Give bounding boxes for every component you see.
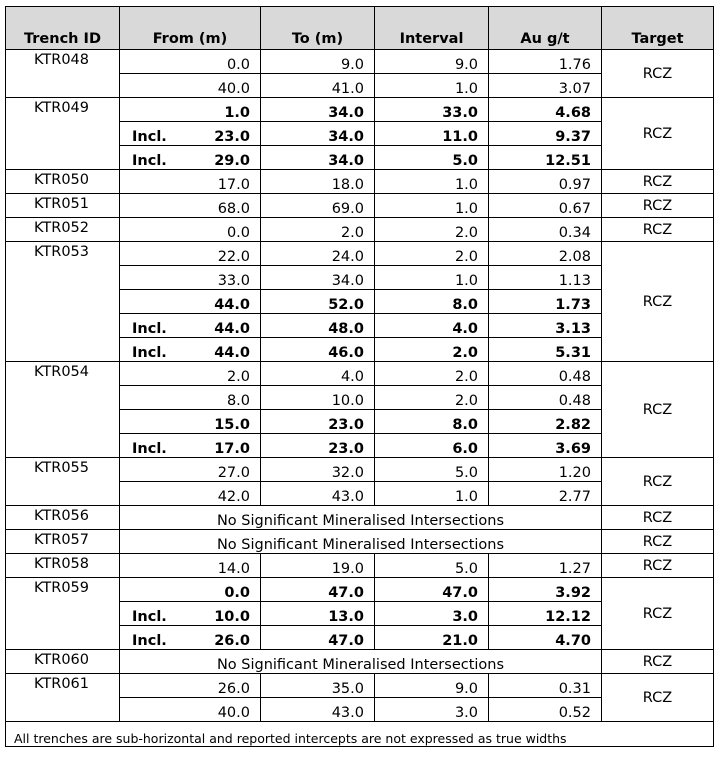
to-cell: 69.0	[261, 194, 375, 218]
au-cell: 3.07	[489, 74, 602, 98]
au-cell: 1.20	[489, 458, 602, 482]
interval-cell: 2.0	[375, 386, 489, 410]
interval-cell: 1.0	[375, 266, 489, 290]
from-cell	[120, 674, 261, 698]
interval-cell: 47.0	[375, 578, 489, 602]
trench-id-cell: KTR049	[6, 98, 120, 170]
to-cell: 43.0	[261, 698, 375, 722]
from-value: 2.0	[226, 369, 250, 385]
interval-cell: 33.0	[375, 98, 489, 122]
to-cell: 47.0	[261, 626, 375, 650]
au-cell: 4.70	[489, 626, 602, 650]
table-row	[6, 650, 714, 674]
interval-cell: 4.0	[375, 314, 489, 338]
to-cell: 19.0	[261, 554, 375, 578]
incl-label: Incl.	[132, 609, 167, 625]
from-cell	[120, 410, 261, 434]
au-cell: 9.37	[489, 122, 602, 146]
from-cell	[120, 362, 261, 386]
interval-cell: 1.0	[375, 482, 489, 506]
target-cell: RCZ	[602, 218, 714, 242]
au-cell: 2.08	[489, 242, 602, 266]
interval-cell: 3.0	[375, 698, 489, 722]
incl-label: Incl.	[132, 129, 167, 145]
header-interval: Interval	[375, 7, 489, 50]
from-cell	[120, 602, 261, 626]
target-cell: RCZ	[602, 362, 714, 458]
trench-id-cell: KTR058	[6, 554, 120, 578]
au-cell: 0.34	[489, 218, 602, 242]
table-row	[6, 458, 714, 482]
to-cell: 4.0	[261, 362, 375, 386]
au-cell: 2.82	[489, 410, 602, 434]
target-cell: RCZ	[602, 170, 714, 194]
to-cell: 48.0	[261, 314, 375, 338]
from-cell	[120, 386, 261, 410]
au-cell: 0.31	[489, 674, 602, 698]
table-row	[6, 554, 714, 578]
target-cell: RCZ	[602, 506, 714, 530]
interval-cell: 5.0	[375, 146, 489, 170]
trench-id-cell: KTR051	[6, 194, 120, 218]
to-cell: 41.0	[261, 74, 375, 98]
trench-id-cell: KTR057	[6, 530, 120, 554]
to-cell: 32.0	[261, 458, 375, 482]
from-value: 42.0	[217, 489, 250, 505]
interval-cell: 1.0	[375, 194, 489, 218]
target-cell: RCZ	[602, 578, 714, 650]
target-cell: RCZ	[602, 242, 714, 362]
from-value: 15.0	[214, 417, 250, 433]
table-row	[6, 674, 714, 698]
from-cell	[120, 50, 261, 74]
table-row	[6, 242, 714, 266]
incl-label: Incl.	[132, 321, 167, 337]
from-value: 44.0	[214, 345, 250, 361]
from-cell	[120, 146, 261, 170]
from-cell	[120, 314, 261, 338]
from-value: 44.0	[214, 321, 250, 337]
to-cell: 46.0	[261, 338, 375, 362]
target-cell: RCZ	[602, 98, 714, 170]
from-value: 26.0	[214, 633, 250, 649]
to-cell: 9.0	[261, 50, 375, 74]
from-value: 0.0	[224, 585, 250, 601]
to-cell: 34.0	[261, 146, 375, 170]
from-value: 40.0	[217, 81, 250, 97]
from-value: 0.0	[226, 225, 250, 241]
results-table-container	[5, 6, 713, 747]
au-cell: 2.77	[489, 482, 602, 506]
from-value: 23.0	[214, 129, 250, 145]
trench-id-cell: KTR048	[6, 50, 120, 98]
from-cell	[120, 482, 261, 506]
au-cell: 0.52	[489, 698, 602, 722]
to-cell: 52.0	[261, 290, 375, 314]
from-cell	[120, 626, 261, 650]
au-cell: 12.51	[489, 146, 602, 170]
from-value: 29.0	[214, 153, 250, 169]
target-cell: RCZ	[602, 554, 714, 578]
table-header-row	[6, 7, 714, 50]
to-cell: 2.0	[261, 218, 375, 242]
interval-cell: 2.0	[375, 338, 489, 362]
au-cell: 3.92	[489, 578, 602, 602]
from-cell	[120, 170, 261, 194]
interval-cell: 1.0	[375, 170, 489, 194]
to-cell: 47.0	[261, 578, 375, 602]
target-cell: RCZ	[602, 650, 714, 674]
from-cell	[120, 122, 261, 146]
trench-id-cell: KTR054	[6, 362, 120, 458]
to-cell: 23.0	[261, 410, 375, 434]
to-cell: 34.0	[261, 122, 375, 146]
au-cell: 3.13	[489, 314, 602, 338]
from-value: 14.0	[217, 561, 250, 577]
footnote-row	[6, 722, 714, 747]
interval-cell: 21.0	[375, 626, 489, 650]
from-cell	[120, 578, 261, 602]
trench-id-cell: KTR059	[6, 578, 120, 650]
to-cell: 43.0	[261, 482, 375, 506]
trench-id-cell: KTR055	[6, 458, 120, 506]
header-target: Target	[602, 7, 714, 50]
interval-cell: 1.0	[375, 74, 489, 98]
table-row	[6, 578, 714, 602]
from-value: 10.0	[214, 609, 250, 625]
trench-id-cell: KTR061	[6, 674, 120, 722]
trench-id-cell: KTR050	[6, 170, 120, 194]
trench-id-cell: KTR053	[6, 242, 120, 362]
from-value: 1.0	[224, 105, 250, 121]
to-cell: 23.0	[261, 434, 375, 458]
from-value: 44.0	[214, 297, 250, 313]
from-value: 17.0	[217, 177, 250, 193]
table-row	[6, 362, 714, 386]
interval-cell: 2.0	[375, 218, 489, 242]
from-cell	[120, 74, 261, 98]
target-cell: RCZ	[602, 458, 714, 506]
table-row	[6, 218, 714, 242]
to-cell: 34.0	[261, 266, 375, 290]
from-value: 27.0	[217, 465, 250, 481]
from-value: 33.0	[217, 273, 250, 289]
interval-cell: 8.0	[375, 290, 489, 314]
footnote-underlined: are not expressed	[361, 731, 474, 746]
interval-cell: 11.0	[375, 122, 489, 146]
footnote-text-end: as true widths	[473, 731, 567, 746]
au-cell: 1.13	[489, 266, 602, 290]
no-intersections-cell: No Significant Mineralised Intersections	[120, 506, 602, 530]
header-to: To (m)	[261, 7, 375, 50]
no-intersections-cell: No Significant Mineralised Intersections	[120, 650, 602, 674]
au-cell: 1.27	[489, 554, 602, 578]
au-cell: 5.31	[489, 338, 602, 362]
interval-cell: 8.0	[375, 410, 489, 434]
from-cell	[120, 98, 261, 122]
table-row	[6, 170, 714, 194]
interval-cell: 3.0	[375, 602, 489, 626]
footnote-text-start: All trenches are sub-horizontal and reported intercepts	[14, 731, 362, 746]
footnote	[6, 722, 714, 747]
table-row	[6, 530, 714, 554]
target-cell: RCZ	[602, 530, 714, 554]
to-cell: 10.0	[261, 386, 375, 410]
from-value: 40.0	[217, 705, 250, 721]
target-cell: RCZ	[602, 50, 714, 98]
from-value: 0.0	[226, 57, 250, 73]
to-cell: 35.0	[261, 674, 375, 698]
table-row	[6, 50, 714, 74]
to-cell: 24.0	[261, 242, 375, 266]
table-body	[6, 50, 714, 722]
from-cell	[120, 698, 261, 722]
from-value: 22.0	[217, 249, 250, 265]
header-from: From (m)	[120, 7, 261, 50]
from-cell	[120, 218, 261, 242]
trench-results-table	[5, 6, 714, 747]
interval-cell: 6.0	[375, 434, 489, 458]
table-row	[6, 98, 714, 122]
to-cell: 34.0	[261, 98, 375, 122]
header-trench-id: Trench ID	[6, 7, 120, 50]
from-value: 26.0	[217, 681, 250, 697]
trench-id-cell: KTR060	[6, 650, 120, 674]
from-value: 17.0	[214, 441, 250, 457]
interval-cell: 9.0	[375, 674, 489, 698]
interval-cell: 2.0	[375, 362, 489, 386]
trench-id-cell: KTR052	[6, 218, 120, 242]
from-value: 8.0	[226, 393, 250, 409]
au-cell: 3.69	[489, 434, 602, 458]
interval-cell: 5.0	[375, 554, 489, 578]
from-cell	[120, 338, 261, 362]
au-cell: 12.12	[489, 602, 602, 626]
incl-label: Incl.	[132, 633, 167, 649]
interval-cell: 5.0	[375, 458, 489, 482]
interval-cell: 2.0	[375, 242, 489, 266]
incl-label: Incl.	[132, 153, 167, 169]
au-cell: 0.48	[489, 362, 602, 386]
incl-label: Incl.	[132, 345, 167, 361]
target-cell: RCZ	[602, 194, 714, 218]
au-cell: 0.97	[489, 170, 602, 194]
au-cell: 1.73	[489, 290, 602, 314]
from-cell	[120, 290, 261, 314]
trench-id-cell: KTR056	[6, 506, 120, 530]
au-cell: 0.48	[489, 386, 602, 410]
header-au: Au g/t	[489, 7, 602, 50]
interval-cell: 9.0	[375, 50, 489, 74]
au-cell: 1.76	[489, 50, 602, 74]
table-row	[6, 194, 714, 218]
to-cell: 13.0	[261, 602, 375, 626]
target-cell: RCZ	[602, 674, 714, 722]
from-value: 68.0	[217, 201, 250, 217]
au-cell: 0.67	[489, 194, 602, 218]
from-cell	[120, 242, 261, 266]
incl-label: Incl.	[132, 441, 167, 457]
from-cell	[120, 434, 261, 458]
from-cell	[120, 458, 261, 482]
from-cell	[120, 554, 261, 578]
au-cell: 4.68	[489, 98, 602, 122]
to-cell: 18.0	[261, 170, 375, 194]
no-intersections-cell: No Significant Mineralised Intersections	[120, 530, 602, 554]
table-row	[6, 506, 714, 530]
from-cell	[120, 194, 261, 218]
from-cell	[120, 266, 261, 290]
